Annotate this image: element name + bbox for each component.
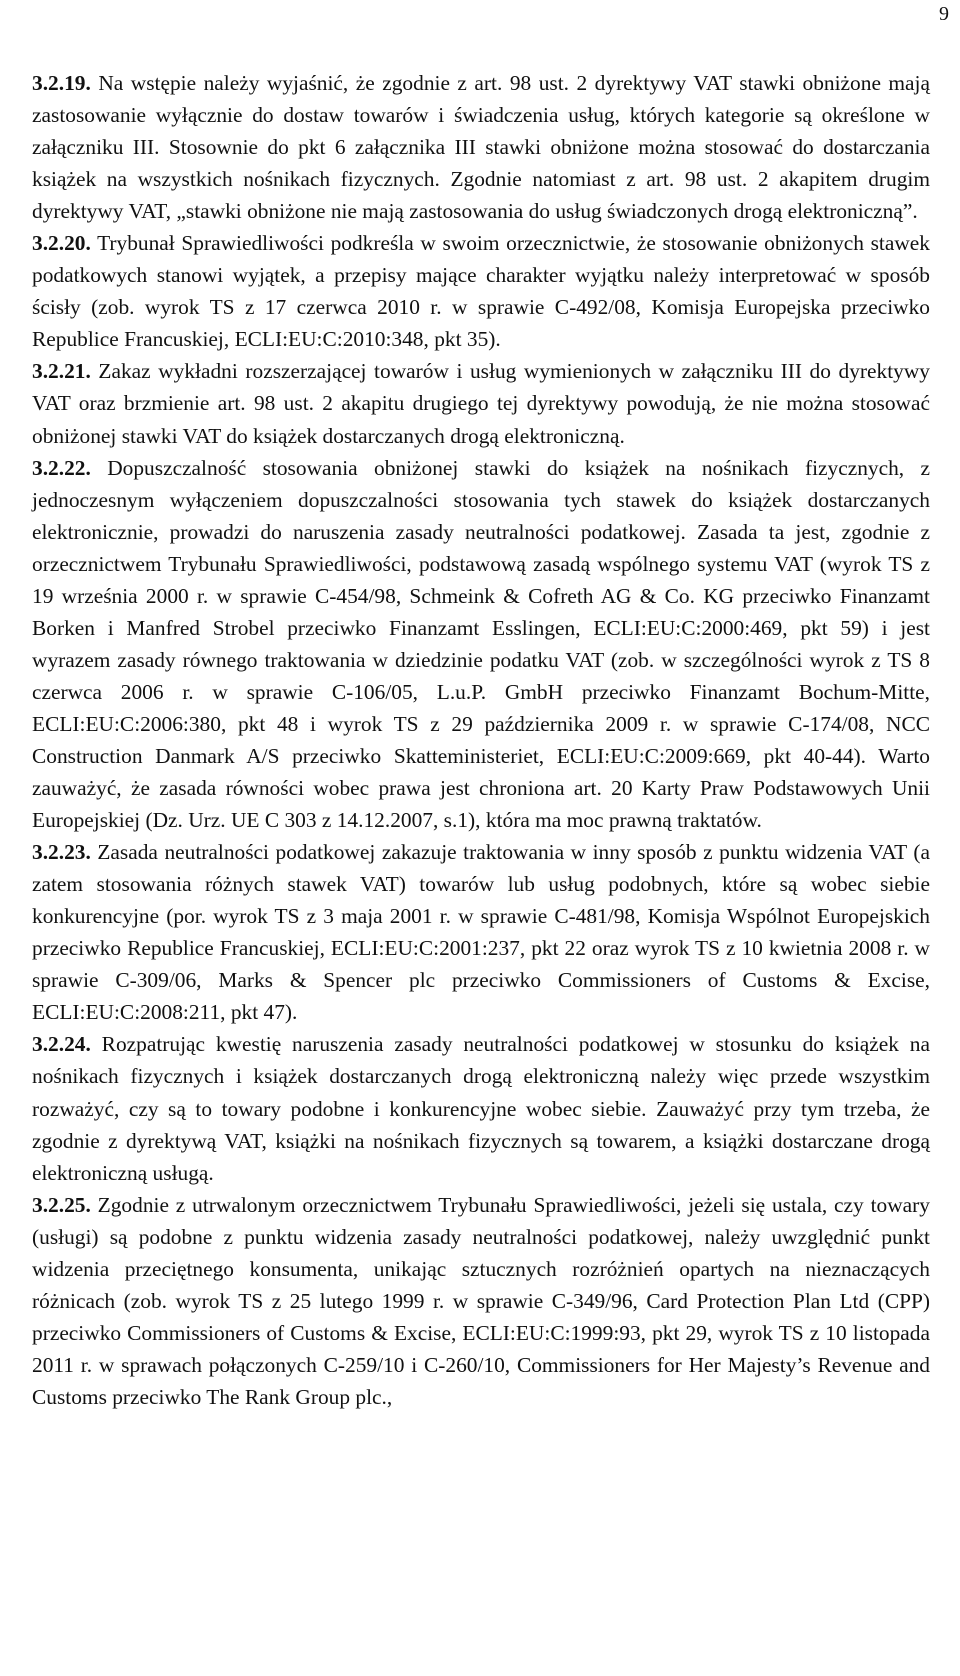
paragraph-3-2-25 <box>32 1189 930 1413</box>
document-body <box>32 67 930 1413</box>
paragraph-text: Zasada neutralności podatkowej zakazuje traktowania w inny sposób z punktu widzenia VAT (a zatem stosowania różnych stawek VAT) towarów lub usług podobnych, które są wobec siebie konkurencyjne (por. wyrok TS z 3 maja 2001 r. w sprawie C-481/98, Komisja Wspólnot Europejskich przeciwko Republice Francuskiej, ECLI:EU:C:2001:237, pkt 22 oraz wyrok TS z 10 kwietnia 2008 r. w sprawie C-309/06, Marks & Spencer plc przeciwko Commissioners of Customs & Excise, ECLI:EU:C:2008:211, pkt 47). <box>32 840 930 1025</box>
paragraph-text: Na wstępie należy wyjaśnić, że zgodnie z art. 98 ust. 2 dyrektywy VAT stawki obniżone mają zastosowanie wyłącznie do dostaw towarów i świadczenia usług, których kategorie są określone w załączniku III. Stosownie do pkt 6 załącznika III stawki obniżone można stosować do dostarczania książek na wszystkich nośnikach fizycznych. Zgodnie natomiast z art. 98 ust. 2 akapitem drugim dyrektywy VAT, „stawki obniżone nie mają zastosowania do usług świadczonych drogą elektroniczną”. <box>32 71 930 224</box>
page-number: 9 <box>939 3 949 25</box>
paragraph-text: Trybunał Sprawiedliwości podkreśla w swoim orzecznictwie, że stosowanie obniżonych stawek podatkowych stanowi wyjątek, a przepisy mające charakter wyjątku należy interpretować w sposób ścisły (zob. wyrok TS z 17 czerwca 2010 r. w sprawie C-492/08, Komisja Europejska przeciwko Republice Francuskiej, ECLI:EU:C:2010:348, pkt 35). <box>32 231 930 352</box>
paragraph-3-2-22 <box>32 452 930 837</box>
paragraph-3-2-21 <box>32 355 930 451</box>
paragraph-3-2-20 <box>32 227 930 355</box>
paragraph-number: 3.2.21. <box>32 359 91 384</box>
paragraph-text: Zakaz wykładni rozszerzającej towarów i usług wymienionych w załączniku III do dyrektywy VAT oraz brzmienie art. 98 ust. 2 akapitu drugiego tej dyrektywy powodują, że nie można stosować obniżonej stawki VAT do książek dostarczanych drogą elektroniczną. <box>32 359 930 448</box>
paragraph-3-2-19 <box>32 67 930 227</box>
paragraph-number: 3.2.20. <box>32 231 91 256</box>
paragraph-number: 3.2.19. <box>32 71 91 95</box>
paragraph-3-2-23 <box>32 836 930 1028</box>
paragraph-3-2-24 <box>32 1028 930 1188</box>
paragraph-number: 3.2.24. <box>32 1032 91 1057</box>
paragraph-number: 3.2.25. <box>32 1192 91 1217</box>
paragraph-number: 3.2.23. <box>32 840 91 865</box>
paragraph-text: Zgodnie z utrwalonym orzecznictwem Trybunału Sprawiedliwości, jeżeli się ustala, czy towary (usługi) są podobne z punktu widzenia zasady neutralności podatkowej, należy uwzględnić punkt widzenia przeciętnego konsumenta, unikając sztucznych rozróżnień opartych na nieznaczących różnicach (zob. wyrok TS z 25 lutego 1999 r. w sprawie C-349/96, Card Protection Plan Ltd (CPP) przeciwko Commissioners of Customs & Excise, ECLI:EU:C:1999:93, pkt 29, wyrok TS z 10 listopada 2011 r. w sprawach połączonych C-259/10 i C-260/10, Commissioners for Her Majesty’s Revenue and Customs przeciwko The Rank Group plc., <box>32 1192 930 1409</box>
paragraph-number: 3.2.22. <box>32 455 91 480</box>
paragraph-text: Rozpatrując kwestię naruszenia zasady neutralności podatkowej w stosunku do książek na nośnikach fizycznych i książek dostarczanych drogą elektroniczną należy więc przede wszystkim rozważyć, czy są to towary podobne i konkurencyjne wobec siebie. Zauważyć przy tym trzeba, że zgodnie z dyrektywą VAT, książki na nośnikach fizycznych są towarem, a książki dostarczane drogą elektroniczną usługą. <box>32 1032 930 1185</box>
paragraph-text: Dopuszczalność stosowania obniżonej stawki do książek na nośnikach fizycznych, z jednoczesnym wyłączeniem dopuszczalności stosowania tych stawek do książek dostarczanych elektronicznie, prowadzi do naruszenia zasady neutralności podatkowej. Zasada ta jest, zgodnie z orzecznictwem Trybunału Sprawiedliwości, podstawową zasadą wspólnego systemu VAT (wyrok TS z 19 września 2000 r. w sprawie C-454/98, Schmeink & Cofreth AG & Co. KG przeciwko Finanzamt Borken i Manfred Strobel przeciwko Finanzamt Esslingen, ECLI:EU:C:2000:469, pkt 59) i jest wyrazem zasady równego traktowania w dziedzinie podatku VAT (zob. w szczególności wyrok z TS 8 czerwca 2006 r. w sprawie C-106/05, L.u.P. GmbH przeciwko Finanzamt Bochum-Mitte, ECLI:EU:C:2006:380, pkt 48 i wyrok TS z 29 października 2009 r. w sprawie C-174/08, NCC Construction Danmark A/S przeciwko Skatteministeriet, ECLI:EU:C:2009:669, pkt 40-44). Warto zauważyć, że zasada równości wobec prawa jest chroniona art. 20 Karty Praw Podstawowych Unii Europejskiej (Dz. Urz. UE C 303 z 14.12.2007, s.1), która ma moc prawną traktatów. <box>32 455 930 833</box>
